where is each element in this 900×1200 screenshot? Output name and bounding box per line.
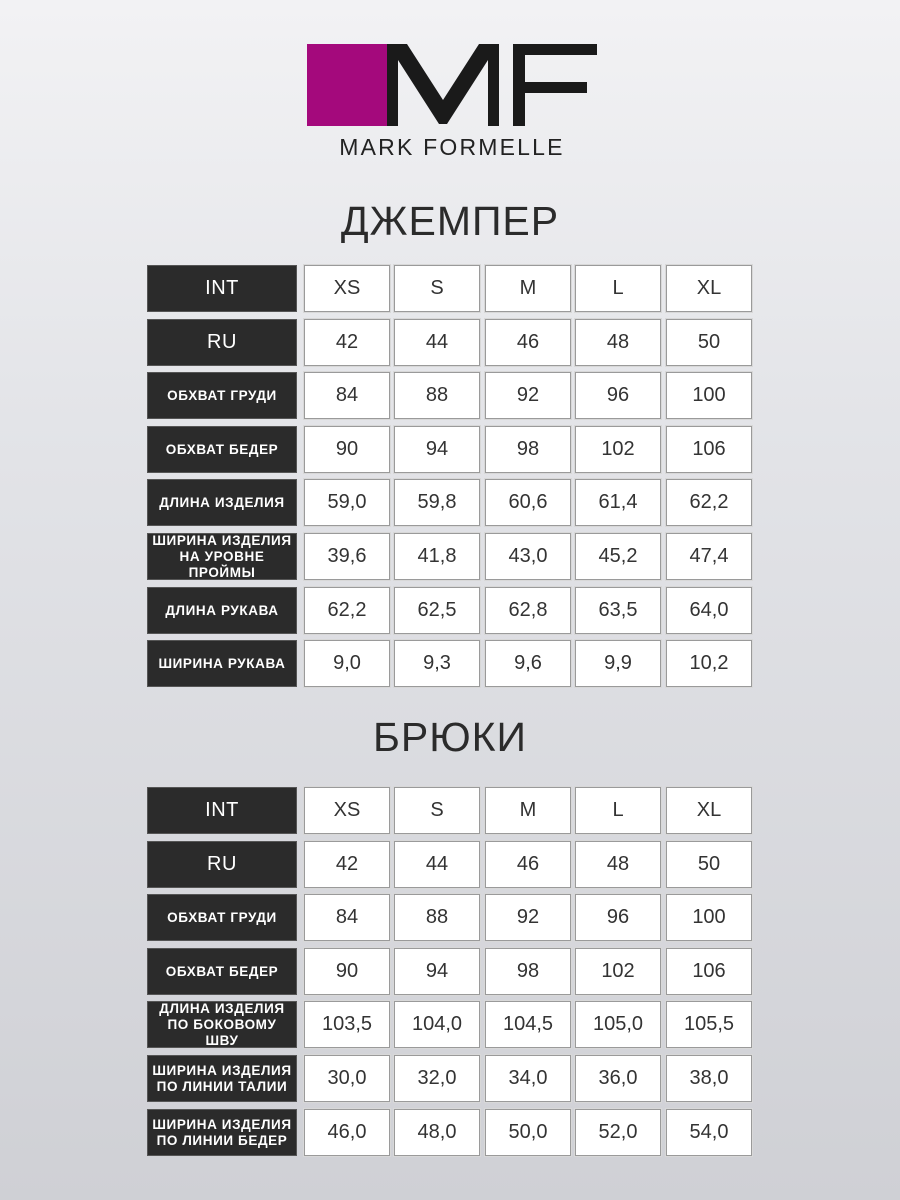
table-row — [147, 894, 753, 941]
row-header: RU — [147, 841, 297, 888]
table-cell: 100 — [666, 894, 752, 941]
table-cell: L — [575, 265, 661, 312]
table-cell: 36,0 — [575, 1055, 661, 1102]
table-cell: 92 — [485, 894, 571, 941]
table-row — [147, 948, 753, 995]
row-header: ОБХВАТ БЕДЕР — [147, 426, 297, 473]
table-cell: 62,2 — [304, 587, 390, 634]
table-row — [147, 587, 753, 634]
table-row — [147, 787, 753, 834]
table-cell: 102 — [575, 426, 661, 473]
table-row — [147, 319, 753, 366]
table-cell: 42 — [304, 841, 390, 888]
table-cell: 92 — [485, 372, 571, 419]
table-cell: 84 — [304, 372, 390, 419]
table-cell: 94 — [394, 948, 480, 995]
table-cell: 62,2 — [666, 479, 752, 526]
table-row — [147, 1001, 753, 1048]
table-cell: 98 — [485, 426, 571, 473]
table-cell: S — [394, 787, 480, 834]
table-cell: 50 — [666, 841, 752, 888]
table-cell: 102 — [575, 948, 661, 995]
table-cell: L — [575, 787, 661, 834]
row-header: ДЛИНА ИЗДЕЛИЯ ПО БОКОВОМУ ШВУ — [147, 1001, 297, 1048]
table-cell: 9,6 — [485, 640, 571, 687]
table-cell: XL — [666, 265, 752, 312]
table-cell: 88 — [394, 372, 480, 419]
table-cell: 9,3 — [394, 640, 480, 687]
row-header: ДЛИНА ИЗДЕЛИЯ — [147, 479, 297, 526]
table-cell: 63,5 — [575, 587, 661, 634]
table-cell: 41,8 — [394, 533, 480, 580]
table-cell: 106 — [666, 426, 752, 473]
brand-name: MARK FORMELLE — [339, 134, 565, 160]
logo-letter-m — [387, 44, 499, 126]
table-cell: 9,0 — [304, 640, 390, 687]
table-cell: 34,0 — [485, 1055, 571, 1102]
brand-logo — [307, 44, 597, 164]
table-cell: 88 — [394, 894, 480, 941]
table-cell: XS — [304, 265, 390, 312]
table-cell: 105,0 — [575, 1001, 661, 1048]
table-cell: 45,2 — [575, 533, 661, 580]
table-cell: 30,0 — [304, 1055, 390, 1102]
section-title-jumper: ДЖЕМПЕР — [340, 198, 560, 244]
row-header: ДЛИНА РУКАВА — [147, 587, 297, 634]
table-cell: 104,0 — [394, 1001, 480, 1048]
table-cell: 42 — [304, 319, 390, 366]
table-cell: 90 — [304, 426, 390, 473]
table-cell: 94 — [394, 426, 480, 473]
table-cell: 32,0 — [394, 1055, 480, 1102]
table-row — [147, 841, 753, 888]
row-header: ШИРИНА РУКАВА — [147, 640, 297, 687]
table-cell: 96 — [575, 372, 661, 419]
table-cell: 48 — [575, 319, 661, 366]
table-cell: 98 — [485, 948, 571, 995]
table-cell: 96 — [575, 894, 661, 941]
table-cell: 48,0 — [394, 1109, 480, 1156]
table-cell: 61,4 — [575, 479, 661, 526]
table-cell: 59,8 — [394, 479, 480, 526]
mf-monogram-logo — [307, 44, 597, 126]
row-header: ОБХВАТ ГРУДИ — [147, 372, 297, 419]
table-cell: 52,0 — [575, 1109, 661, 1156]
table-row — [147, 1055, 753, 1102]
table-cell: 84 — [304, 894, 390, 941]
table-cell: 104,5 — [485, 1001, 571, 1048]
table-cell: M — [485, 787, 571, 834]
table-cell: 10,2 — [666, 640, 752, 687]
section-title-trousers: БРЮКИ — [372, 714, 528, 760]
table-cell: 90 — [304, 948, 390, 995]
table-cell: 47,4 — [666, 533, 752, 580]
row-header: ОБХВАТ БЕДЕР — [147, 948, 297, 995]
table-cell: M — [485, 265, 571, 312]
table-cell: 46,0 — [304, 1109, 390, 1156]
row-header: ШИРИНА ИЗДЕЛИЯ НА УРОВНЕ ПРОЙМЫ — [147, 533, 297, 580]
table-cell: 60,6 — [485, 479, 571, 526]
table-cell: XS — [304, 787, 390, 834]
table-cell: 100 — [666, 372, 752, 419]
table-cell: 62,5 — [394, 587, 480, 634]
table-row — [147, 265, 753, 312]
table-row — [147, 372, 753, 419]
table-cell: 48 — [575, 841, 661, 888]
table-cell: S — [394, 265, 480, 312]
table-cell: 54,0 — [666, 1109, 752, 1156]
table-cell: 44 — [394, 319, 480, 366]
logo-accent-block — [307, 44, 387, 126]
table-cell: 38,0 — [666, 1055, 752, 1102]
table-cell: 64,0 — [666, 587, 752, 634]
row-header: INT — [147, 265, 297, 312]
table-cell: 44 — [394, 841, 480, 888]
table-row — [147, 1109, 753, 1156]
table-cell: 59,0 — [304, 479, 390, 526]
logo-letter-f — [513, 44, 597, 126]
table-row — [147, 533, 753, 580]
table-cell: 105,5 — [666, 1001, 752, 1048]
row-header: ШИРИНА ИЗДЕЛИЯ ПО ЛИНИИ БЕДЕР — [147, 1109, 297, 1156]
table-cell: 50,0 — [485, 1109, 571, 1156]
row-header: ОБХВАТ ГРУДИ — [147, 894, 297, 941]
row-header: RU — [147, 319, 297, 366]
table-cell: XL — [666, 787, 752, 834]
table-row — [147, 426, 753, 473]
row-header: ШИРИНА ИЗДЕЛИЯ ПО ЛИНИИ ТАЛИИ — [147, 1055, 297, 1102]
table-cell: 9,9 — [575, 640, 661, 687]
table-row — [147, 640, 753, 687]
table-cell: 103,5 — [304, 1001, 390, 1048]
table-row — [147, 479, 753, 526]
table-cell: 46 — [485, 841, 571, 888]
table-cell: 62,8 — [485, 587, 571, 634]
table-cell: 46 — [485, 319, 571, 366]
table-cell: 39,6 — [304, 533, 390, 580]
row-header: INT — [147, 787, 297, 834]
table-cell: 50 — [666, 319, 752, 366]
table-cell: 106 — [666, 948, 752, 995]
table-cell: 43,0 — [485, 533, 571, 580]
